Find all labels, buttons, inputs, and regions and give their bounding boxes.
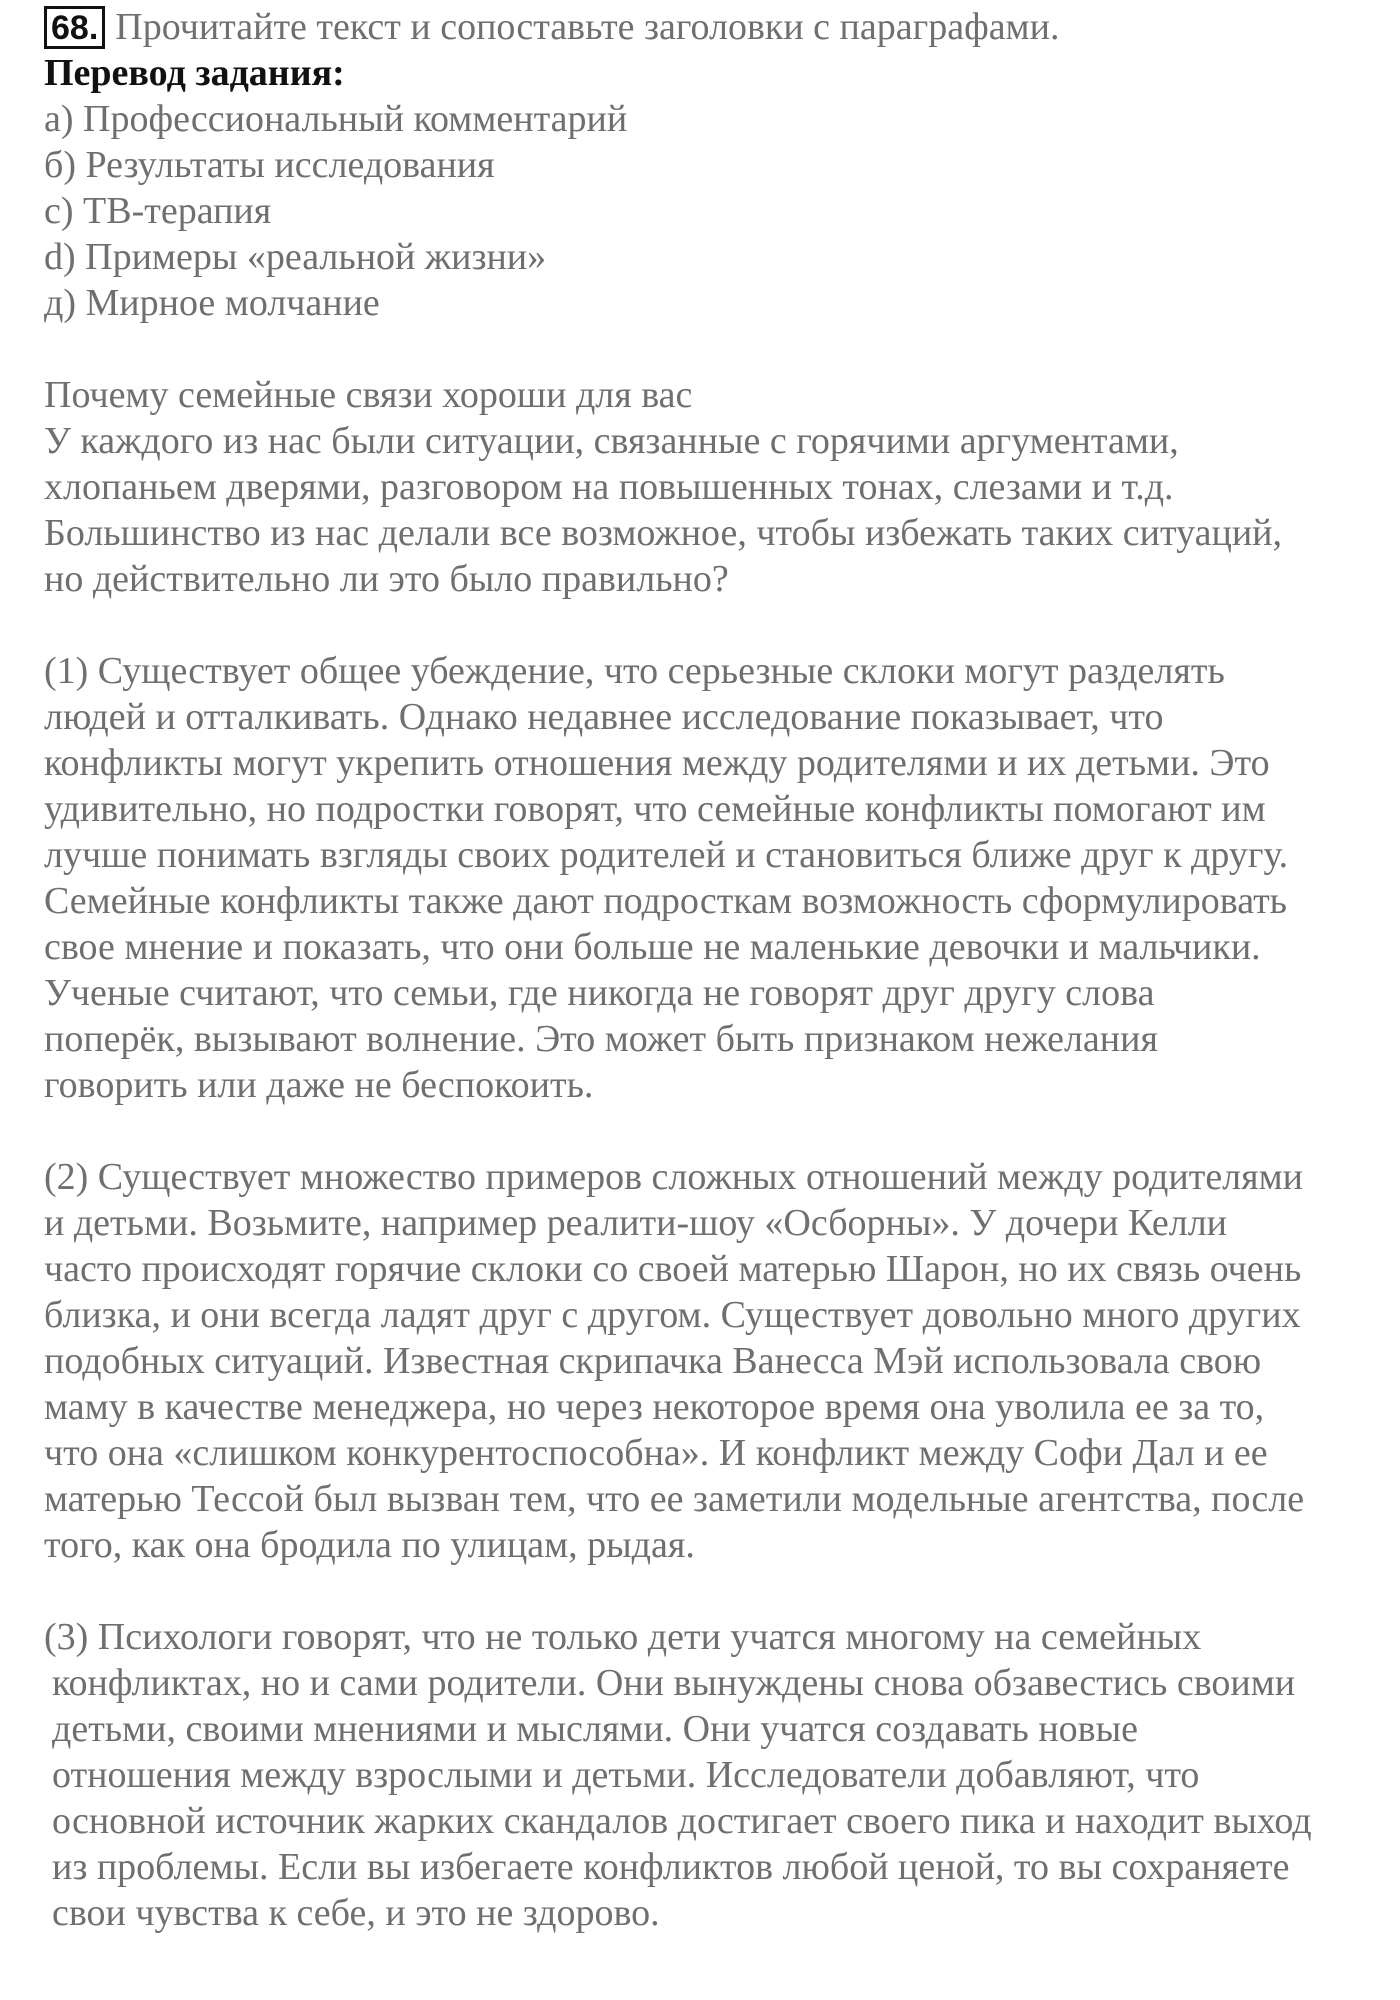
text-line: говорить или даже не беспокоить. bbox=[44, 1064, 594, 1106]
text-line: близка, и они всегда ладят друг с другом. Существует довольно много других bbox=[44, 1294, 1301, 1336]
spacer bbox=[44, 1568, 1384, 1614]
text-line: того, как она бродила по улицам, рыдая. bbox=[44, 1524, 695, 1566]
text-line: отношения между взрослыми и детьми. Исследователи добавляют, что bbox=[52, 1754, 1200, 1796]
task-header bbox=[44, 4, 1384, 50]
text-line: Большинство из нас делали все возможное, чтобы избежать таких ситуаций, bbox=[44, 512, 1282, 554]
text-line: свои чувства к себе, и это не здорово. bbox=[52, 1892, 660, 1934]
text-line: матерью Тессой был вызван тем, что ее заметили модельные агентства, после bbox=[44, 1478, 1305, 1520]
spacer bbox=[44, 326, 1384, 372]
task-number: 68. bbox=[44, 6, 105, 49]
text-line: (3) Психологи говорят, что не только дети учатся многому на семейных bbox=[44, 1616, 1202, 1658]
heading-option: d) Примеры «реальной жизни» bbox=[44, 236, 547, 278]
heading-option: a) Профессиональный комментарий bbox=[44, 98, 628, 140]
text-line: маму в качестве менеджера, но через некоторое время она уволила ее за то, bbox=[44, 1386, 1265, 1428]
translation-label: Перевод задания: bbox=[44, 52, 345, 94]
text-line: из проблемы. Если вы избегаете конфликтов любой ценой, то вы сохраняете bbox=[52, 1846, 1290, 1888]
task-instruction: Прочитайте текст и сопоставьте заголовки с параграфами. bbox=[115, 6, 1060, 48]
paragraph-2 bbox=[44, 1154, 1384, 1568]
text-line: но действительно ли это было правильно? bbox=[44, 558, 729, 600]
spacer bbox=[44, 1108, 1384, 1154]
text-line: Ученые считают, что семьи, где никогда не говорят друг другу слова bbox=[44, 972, 1155, 1014]
text-line: подобных ситуаций. Известная скрипачка Ванесса Мэй использовала свою bbox=[44, 1340, 1262, 1382]
text-line: Семейные конфликты также дают подросткам возможность сформулировать bbox=[44, 880, 1288, 922]
text-line: У каждого из нас были ситуации, связанные с горячими аргументами, bbox=[44, 420, 1179, 462]
text-line: и детьми. Возьмите, например реалити-шоу «Осборны». У дочери Келли bbox=[44, 1202, 1227, 1244]
text-line: что она «слишком конкурентоспособна». И конфликт между Софи Дал и ее bbox=[44, 1432, 1268, 1474]
spacer bbox=[44, 602, 1384, 648]
paragraph-3 bbox=[44, 1614, 1384, 1936]
text-line: конфликтах, но и сами родители. Они вынуждены снова обзавестись своими bbox=[52, 1662, 1296, 1704]
text-line: удивительно, но подростки говорят, что семейные конфликты помогают им bbox=[44, 788, 1266, 830]
text-line: (1) Существует общее убеждение, что серьезные склоки могут разделять bbox=[44, 650, 1225, 692]
text-line: хлопаньем дверями, разговором на повышенных тонах, слезами и т.д. bbox=[44, 466, 1174, 508]
text-line: (2) Существует множество примеров сложных отношений между родителями bbox=[44, 1156, 1304, 1198]
heading-option: c) ТВ-терапия bbox=[44, 190, 272, 232]
text-line: основной источник жарких скандалов достигает своего пика и находит выход bbox=[52, 1800, 1312, 1842]
text-line: лучше понимать взгляды своих родителей и становиться ближе друг к другу. bbox=[44, 834, 1289, 876]
text-line: людей и отталкивать. Однако недавнее исследование показывает, что bbox=[44, 696, 1164, 738]
heading-options-list bbox=[44, 96, 1384, 326]
text-line: свое мнение и показать, что они больше не маленькие девочки и мальчики. bbox=[44, 926, 1261, 968]
paragraph-1 bbox=[44, 648, 1384, 1108]
heading-option: д) Мирное молчание bbox=[44, 282, 380, 324]
document-page bbox=[44, 4, 1384, 1936]
text-line: поперёк, вызывают волнение. Это может быть признаком нежелания bbox=[44, 1018, 1158, 1060]
text-line: часто происходят горячие склоки со своей матерью Шарон, но их связь очень bbox=[44, 1248, 1302, 1290]
article-intro bbox=[44, 418, 1384, 602]
heading-option: б) Результаты исследования bbox=[44, 144, 495, 186]
article-title: Почему семейные связи хороши для вас bbox=[44, 374, 693, 416]
text-line: детьми, своими мнениями и мыслями. Они учатся создавать новые bbox=[52, 1708, 1139, 1750]
text-line: конфликты могут укрепить отношения между родителями и их детьми. Это bbox=[44, 742, 1270, 784]
